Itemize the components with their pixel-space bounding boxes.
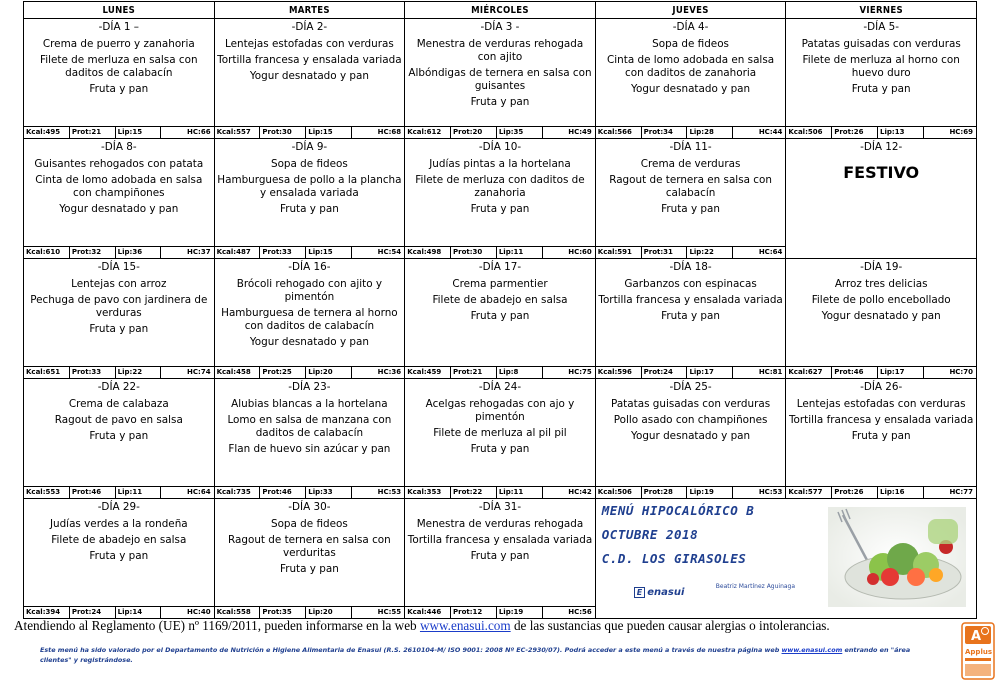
dish-item: Fruta y pan xyxy=(661,203,720,215)
day-label: -DÍA 12- xyxy=(860,141,903,153)
valuation-note-text: Este menú ha sido valorado por el Departamento de Nutrición e Higiene Alimentaria de Enasui (R.S. 2610104-M/ ISO 9001: 2008 Nº EC-2930/07). Podrá acceder a este menú a través de nuestra página web xyxy=(40,646,782,654)
nutrition-value: HC:64 xyxy=(758,248,783,256)
day-cell xyxy=(214,19,405,139)
nutrition-value: Lip:13 xyxy=(878,127,924,138)
menu-week-row xyxy=(24,19,977,139)
nutrition-bar xyxy=(405,126,595,138)
nutrition-value: HC:56 xyxy=(568,608,592,616)
nutrition-value: Lip:17 xyxy=(878,367,924,378)
dish-item: Yogur desnatado y pan xyxy=(59,203,179,215)
nutrition-bar xyxy=(405,606,595,618)
day-label: -DÍA 2- xyxy=(291,21,328,33)
nutrition-value: HC:53 xyxy=(377,488,402,496)
dish-item: Fruta y pan xyxy=(470,550,530,562)
menu-table xyxy=(23,1,977,619)
day-label: -DÍA 24- xyxy=(478,381,522,393)
day-label: -DÍA 3 - xyxy=(480,21,520,33)
nutrition-bar xyxy=(786,486,976,498)
day-cell xyxy=(214,379,405,499)
nutrition-value: Prot:25 xyxy=(260,367,306,378)
nutrition-value: Lip:22 xyxy=(687,247,733,258)
day-cell-content xyxy=(596,379,786,498)
dish-item: Cinta de lomo adobada en salsa con champiñones xyxy=(35,174,203,199)
day-label: -DÍA 15- xyxy=(97,261,140,273)
nutrition-value: Kcal:353 xyxy=(405,487,451,498)
nutrition-value: HC:64 xyxy=(187,488,211,496)
valuation-note-text-end: entrando en "área clientes" y registrándose. xyxy=(40,646,911,664)
day-cell-content xyxy=(405,259,595,378)
nutrition-value: Prot:30 xyxy=(260,127,306,138)
dish-item: Crema de puerro y zanahoria xyxy=(42,38,195,50)
nutrition-bar xyxy=(215,366,405,378)
nutrition-value: Kcal:651 xyxy=(24,367,70,378)
dish-item: Ragout de ternera en salsa con verduritas xyxy=(228,534,391,559)
menu-week-row xyxy=(24,259,977,379)
nutrition-value: Prot:33 xyxy=(260,247,306,258)
dish-item: Arroz tres delicias xyxy=(834,278,928,290)
day-cell-content xyxy=(405,139,595,258)
allergen-notice-text: Atendiendo al Reglamento (UE) nº 1169/2011, pueden informarse en la web xyxy=(14,618,420,633)
nutrition-value: HC:37 xyxy=(187,248,211,256)
day-cell xyxy=(595,139,786,259)
nutrition-value: Lip:22 xyxy=(116,367,162,378)
day-cell-content xyxy=(786,379,976,498)
day-cell-content xyxy=(786,19,976,138)
dish-item: Tortilla francesa y ensalada variada xyxy=(598,294,783,306)
nutrition-value: Kcal:458 xyxy=(215,367,261,378)
dish-item: Filete de merluza en salsa con daditos de calabacín xyxy=(40,54,198,79)
nutrition-value: Kcal:577 xyxy=(786,487,832,498)
nutrition-value: Lip:36 xyxy=(116,247,162,258)
nutrition-value: Prot:32 xyxy=(70,247,116,258)
day-cell xyxy=(214,259,405,379)
day-cell-content xyxy=(596,19,786,138)
svg-text:Applus: Applus xyxy=(965,648,992,656)
dish-item: Lomo en salsa de manzana con daditos de calabacín xyxy=(227,414,392,439)
dish-item: Lentejas estofadas con verduras xyxy=(224,38,394,50)
day-cell xyxy=(214,499,405,619)
nutrition-value: Prot:46 xyxy=(70,487,116,498)
applus-certification-logo xyxy=(961,622,995,680)
nutrition-value: HC:40 xyxy=(187,608,211,616)
nutrition-value: HC:36 xyxy=(377,368,402,376)
dish-item: Sopa de fideos xyxy=(652,38,729,50)
dish-item: Filete de merluza al horno con huevo duro xyxy=(802,54,960,79)
dish-item: Filete de merluza con daditos de zanahoria xyxy=(415,174,585,199)
dish-item: Brócoli rehogado con ajito y pimentón xyxy=(236,278,383,303)
nutrition-bar xyxy=(24,486,214,498)
day-cell xyxy=(405,139,596,259)
day-label: -DÍA 1 – xyxy=(98,21,139,33)
day-label: -DÍA 16- xyxy=(288,261,331,273)
nutrition-value: Kcal:735 xyxy=(215,487,261,498)
dish-item: Hamburguesa de pollo a la plancha y ensalada variada xyxy=(217,174,402,199)
nutrition-value: Kcal:446 xyxy=(405,607,451,618)
nutrition-value: Prot:30 xyxy=(451,247,497,258)
nutrition-value: Prot:26 xyxy=(832,127,878,138)
nutrition-value: Kcal:566 xyxy=(596,127,642,138)
nutrition-value: HC:49 xyxy=(568,128,592,136)
nutrition-value: Kcal:506 xyxy=(596,487,642,498)
nutrition-bar xyxy=(215,126,405,138)
dish-item: Filete de abadejo en salsa xyxy=(51,534,187,546)
nutrition-value: Lip:20 xyxy=(306,367,352,378)
nutrition-value: Kcal:506 xyxy=(786,127,832,138)
signature-block: Beatriz Martínez Aguinaga xyxy=(715,583,796,590)
allergen-notice-text-end: de las sustancias que pueden causar alergias o intolerancias. xyxy=(510,618,830,633)
day-cell-content xyxy=(24,379,214,498)
day-label: -DÍA 23- xyxy=(288,381,331,393)
nutrition-value: HC:54 xyxy=(377,248,402,256)
nutrition-value: HC:60 xyxy=(568,248,592,256)
dish-item: Yogur desnatado y pan xyxy=(249,70,369,82)
menu-info xyxy=(596,499,976,618)
nutrition-value: Kcal:610 xyxy=(24,247,70,258)
nutrition-bar xyxy=(24,606,214,618)
dish-item: Fruta y pan xyxy=(89,430,149,442)
day-cell xyxy=(24,19,215,139)
dish-item: Albóndigas de ternera en salsa con guisantes xyxy=(408,67,592,92)
dish-item: Yogur desnatado y pan xyxy=(249,336,369,348)
dish-item: Ragout de pavo en salsa xyxy=(54,414,183,426)
nutrition-bar xyxy=(24,246,214,258)
dish-item: Crema de calabaza xyxy=(68,398,169,410)
day-label: -DÍA 18- xyxy=(669,261,712,273)
nutrition-bar xyxy=(215,606,405,618)
nutrition-value: Prot:28 xyxy=(642,487,688,498)
dish-item: Yogur desnatado y pan xyxy=(821,310,941,322)
nutrition-bar xyxy=(24,366,214,378)
day-cell-content xyxy=(24,19,214,138)
nutrition-value: HC:77 xyxy=(949,488,973,496)
nutrition-bar xyxy=(596,126,786,138)
nutrition-value: Prot:24 xyxy=(70,607,116,618)
day-cell xyxy=(786,379,977,499)
day-cell-content xyxy=(24,259,214,378)
nutrition-value: HC:75 xyxy=(568,368,592,376)
nutrition-value: HC:55 xyxy=(377,608,402,616)
day-cell-content xyxy=(786,139,976,258)
day-cell xyxy=(595,19,786,139)
day-cell-content xyxy=(24,139,214,258)
nutrition-bar xyxy=(215,246,405,258)
dish-item: Filete de pollo encebollado xyxy=(811,294,951,306)
nutrition-value: Lip:19 xyxy=(497,607,543,618)
nutrition-value: Prot:20 xyxy=(451,127,497,138)
nutrition-value: Prot:46 xyxy=(260,487,306,498)
day-cell-content xyxy=(24,499,214,618)
nutrition-value: HC:81 xyxy=(758,368,783,376)
nutrition-value: Lip:11 xyxy=(497,487,543,498)
nutrition-value: Prot:21 xyxy=(451,367,497,378)
menu-week-row xyxy=(24,379,977,499)
nutrition-value: Kcal:612 xyxy=(405,127,451,138)
svg-text:A: A xyxy=(971,629,982,644)
dish-item: Flan de huevo sin azúcar y pan xyxy=(228,443,391,455)
brand-name: enasui xyxy=(647,587,685,598)
dish-item: Fruta y pan xyxy=(279,203,339,215)
dish-item: Sopa de fideos xyxy=(270,518,348,530)
day-cell-content xyxy=(596,259,786,378)
day-cell xyxy=(786,19,977,139)
day-label: -DÍA 26- xyxy=(860,381,903,393)
day-cell xyxy=(405,499,596,619)
dish-item: Fruta y pan xyxy=(851,430,911,442)
nutrition-value: Kcal:557 xyxy=(215,127,261,138)
dish-item: Crema parmentier xyxy=(452,278,548,290)
nutrition-bar xyxy=(405,246,595,258)
menu-info-cell xyxy=(595,499,976,619)
dish-item: Tortilla francesa y ensalada variada xyxy=(407,534,593,546)
day-cell xyxy=(24,139,215,259)
nutrition-value: HC:44 xyxy=(758,128,783,136)
nutrition-bar xyxy=(786,366,976,378)
day-cell xyxy=(214,139,405,259)
nutrition-bar xyxy=(215,486,405,498)
weekday-header: MIÉRCOLES xyxy=(405,2,596,19)
nutrition-value: Lip:11 xyxy=(497,247,543,258)
dish-item: Tortilla francesa y ensalada variada xyxy=(788,414,974,426)
weekday-header: MARTES xyxy=(214,2,405,19)
menu-info-line3: C.D. LOS GIRASOLES xyxy=(601,551,747,566)
day-label: -DÍA 25- xyxy=(669,381,712,393)
nutrition-value: HC:70 xyxy=(949,368,973,376)
dish-item: Cinta de lomo adobada en salsa con daditos de zanahoria xyxy=(607,54,775,79)
dish-item: Pollo asado con champiñones xyxy=(613,414,768,426)
menu-week-row xyxy=(24,499,977,619)
dish-item: Fruta y pan xyxy=(89,83,149,95)
dish-item: Fruta y pan xyxy=(470,96,530,108)
nutrition-value: Kcal:459 xyxy=(405,367,451,378)
nutrition-value: Lip:28 xyxy=(687,127,733,138)
day-label: -DÍA 5- xyxy=(863,21,899,33)
nutrition-value: Prot:35 xyxy=(260,607,306,618)
nutrition-value: Lip:20 xyxy=(306,607,352,618)
dish-item: Sopa de fideos xyxy=(270,158,348,170)
weekday-header: JUEVES xyxy=(595,2,786,19)
enasui-note-link[interactable]: www.enasui.com xyxy=(781,646,843,654)
dish-item: Guisantes rehogados con patata xyxy=(34,158,204,170)
dish-item: Filete de abadejo en salsa xyxy=(432,294,568,306)
day-cell xyxy=(595,259,786,379)
day-label: -DÍA 30- xyxy=(288,501,331,513)
day-cell-content xyxy=(405,499,595,618)
nutrition-value: Kcal:558 xyxy=(215,607,261,618)
nutrition-value: Prot:21 xyxy=(70,127,116,138)
nutrition-value: Lip:17 xyxy=(687,367,733,378)
nutrition-value: Kcal:394 xyxy=(24,607,70,618)
weekday-header-row xyxy=(24,2,977,19)
nutrition-value: Kcal:498 xyxy=(405,247,451,258)
nutrition-value: Prot:22 xyxy=(451,487,497,498)
nutrition-value: Kcal:487 xyxy=(215,247,261,258)
nutrition-value: HC:69 xyxy=(949,128,973,136)
dish-item: Patatas guisadas con verduras xyxy=(801,38,961,50)
day-label: -DÍA 4- xyxy=(672,21,709,33)
nutrition-value: Lip:8 xyxy=(497,367,543,378)
menu-info-line2: OCTUBRE 2018 xyxy=(601,527,699,542)
nutrition-value: Prot:31 xyxy=(642,247,688,258)
day-cell xyxy=(595,379,786,499)
day-label: -DÍA 19- xyxy=(860,261,903,273)
nutrition-value: Kcal:553 xyxy=(24,487,70,498)
dish-item: Acelgas rehogadas con ajo y pimentón xyxy=(425,398,575,423)
nutrition-value: Prot:12 xyxy=(451,607,497,618)
day-cell xyxy=(786,139,977,259)
weekday-header: LUNES xyxy=(24,2,215,19)
nutrition-value: Lip:15 xyxy=(306,247,352,258)
nutrition-bar xyxy=(24,126,214,138)
day-cell xyxy=(24,499,215,619)
nutrition-value: Lip:14 xyxy=(116,607,162,618)
salad-image xyxy=(828,507,966,607)
nutrition-value: Lip:19 xyxy=(687,487,733,498)
nutrition-value: Lip:15 xyxy=(306,127,352,138)
dish-item: Ragout de ternera en salsa con calabacín xyxy=(609,174,772,199)
nutrition-value: Lip:11 xyxy=(116,487,162,498)
day-cell-content xyxy=(215,259,405,378)
nutrition-value: HC:68 xyxy=(377,128,402,136)
nutrition-value: Lip:33 xyxy=(306,487,352,498)
nutrition-value: Kcal:591 xyxy=(596,247,642,258)
nutrition-bar xyxy=(596,246,786,258)
day-label: -DÍA 8- xyxy=(101,141,137,153)
day-cell-content xyxy=(215,19,405,138)
nutrition-bar xyxy=(596,366,786,378)
nutrition-value: Prot:34 xyxy=(642,127,688,138)
day-label: -DÍA 10- xyxy=(478,141,522,153)
dish-item: Lentejas con arroz xyxy=(71,278,167,290)
day-cell-content xyxy=(215,499,405,618)
nutrition-value: HC:74 xyxy=(187,368,211,376)
day-label: -DÍA 9- xyxy=(291,141,328,153)
day-cell xyxy=(405,259,596,379)
dish-item: Fruta y pan xyxy=(470,203,530,215)
nutrition-bar xyxy=(405,366,595,378)
nutrition-value: Lip:15 xyxy=(116,127,162,138)
dish-item: Garbanzos con espinacas xyxy=(624,278,757,290)
dish-item: Fruta y pan xyxy=(89,550,149,562)
dish-item: Fruta y pan xyxy=(279,563,339,575)
enasui-logo xyxy=(634,587,685,598)
dish-item: Patatas guisadas con verduras xyxy=(611,398,771,410)
day-label: -DÍA 29- xyxy=(97,501,140,513)
dish-item: Fruta y pan xyxy=(470,310,530,322)
nutrition-value: Prot:33 xyxy=(70,367,116,378)
nutrition-value: Prot:46 xyxy=(832,367,878,378)
day-cell-content xyxy=(215,379,405,498)
dish-item: Yogur desnatado y pan xyxy=(631,430,751,442)
dish-item: Crema de verduras xyxy=(640,158,741,170)
dish-item: Judías verdes a la rondeña xyxy=(49,518,188,530)
day-cell-content xyxy=(215,139,405,258)
enasui-link[interactable]: www.enasui.com xyxy=(419,618,511,633)
allergen-notice xyxy=(14,618,964,634)
dish-item: Pechuga de pavo con jardinera de verduras xyxy=(30,294,208,319)
day-label: -DÍA 22- xyxy=(97,381,140,393)
holiday-label: FESTIVO xyxy=(843,163,920,182)
dish-item: Tortilla francesa y ensalada variada xyxy=(217,54,402,66)
valuation-note xyxy=(40,645,940,665)
day-cell-content xyxy=(596,139,786,258)
dish-item: Filete de merluza al pil pil xyxy=(433,427,567,439)
menu-week-row xyxy=(24,139,977,259)
nutrition-value: Prot:26 xyxy=(832,487,878,498)
day-cell-content xyxy=(786,259,976,378)
nutrition-value: HC:66 xyxy=(187,128,211,136)
dish-item: Lentejas estofadas con verduras xyxy=(796,398,966,410)
nutrition-value: Lip:16 xyxy=(878,487,924,498)
dish-item: Hamburguesa de ternera al horno con daditos de calabacín xyxy=(221,307,398,332)
dish-item: Alubias blancas a la hortelana xyxy=(231,398,388,410)
dish-item: Fruta y pan xyxy=(661,310,720,322)
day-label: -DÍA 17- xyxy=(478,261,522,273)
nutrition-value: Kcal:596 xyxy=(596,367,642,378)
dish-item: Judías pintas a la hortelana xyxy=(429,158,571,170)
dish-item: Menestra de verduras rehogada con ajito xyxy=(416,38,584,63)
day-cell-content xyxy=(405,379,595,498)
day-cell xyxy=(405,19,596,139)
day-label: -DÍA 31- xyxy=(478,501,522,513)
dish-item: Menestra de verduras rehogada xyxy=(416,518,584,530)
day-cell-content xyxy=(405,19,595,138)
nutrition-value: HC:53 xyxy=(758,488,783,496)
nutrition-value: HC:42 xyxy=(568,488,592,496)
day-label: -DÍA 11- xyxy=(669,141,712,153)
nutrition-bar xyxy=(786,126,976,138)
day-cell xyxy=(24,379,215,499)
nutrition-value: Prot:24 xyxy=(642,367,688,378)
nutrition-bar xyxy=(596,486,786,498)
nutrition-value: Lip:35 xyxy=(497,127,543,138)
dish-item: Fruta y pan xyxy=(851,83,911,95)
dish-item: Fruta y pan xyxy=(89,323,149,335)
nutrition-value: Kcal:627 xyxy=(786,367,832,378)
nutrition-bar xyxy=(405,486,595,498)
day-cell xyxy=(786,259,977,379)
menu-info-line1: MENÚ HIPOCALÓRICO B xyxy=(601,503,755,518)
enasui-mark-icon: E xyxy=(634,587,645,598)
nutrition-value: Kcal:495 xyxy=(24,127,70,138)
dish-item: Yogur desnatado y pan xyxy=(631,83,751,95)
dish-item: Fruta y pan xyxy=(470,443,530,455)
weekday-header: VIERNES xyxy=(786,2,977,19)
day-cell xyxy=(24,259,215,379)
day-cell xyxy=(405,379,596,499)
